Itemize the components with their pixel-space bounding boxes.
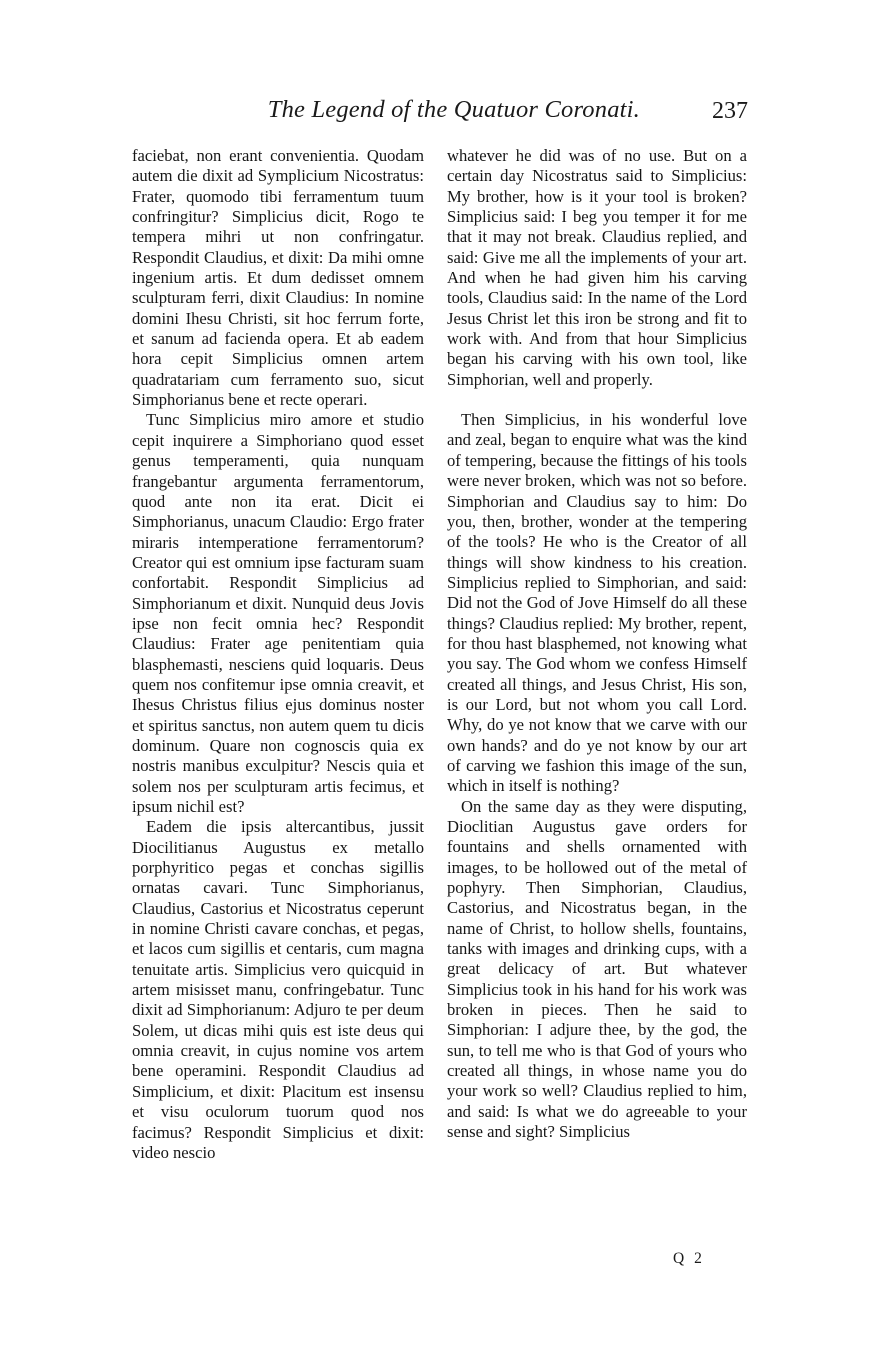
- english-paragraph-2: Then Simplicius, in his wonderful love and zeal, began to enquire what was the kind of tempering, because the fittings of his tools were never broken, which was not so before. Simphorian and Claudius say to him: Do you, then, brother, wonder at the tempering of the tools? He who is the Creator of all things will show kindness to his creation. Simplicius replied to Simphorian, and said: Did not the God of Jove Himself do all these things? Claudius replied: My brother, repent, for thou hast blasphemed, not knowing what you say. The God whom we confess Himself created all things, and Jesus Christ, His son, is our Lord, but not whom you call Lord. Why, do ye not know that we carve with our own hands? and do ye not know by our art of carving we fashion this image of the sun, which in itself is nothing?: [447, 410, 747, 796]
- page-header: [132, 94, 748, 130]
- latin-text-column: [132, 146, 424, 1163]
- running-title: The Legend of the Quatuor Coronati.: [267, 96, 640, 123]
- signature-mark: Q 2: [673, 1250, 705, 1267]
- english-paragraph-3: On the same day as they were disputing, Dioclitian Augustus gave orders for fountains and shells ornamented with images, to be hollowed out of the metal of pophyry. Then Simphorian, Claudius, Castorius, and Nicostratus began, in the name of Christ, to hollow shells, fountains, tanks with images and drinking cups, with a great delicacy of art. But whatever Simplicius took in his hand for his work was broken in pieces. Then he said to Simphorian: I adjure thee, by the god, the sun, to tell me who is that God of yours who created all things, in whose name you do your work so well? Claudius replied to him, and said: Is what we do agreeable to your sense and sight? Simplicius: [447, 796, 747, 1142]
- latin-paragraph-1: faciebat, non erant convenientia. Quodam autem die dixit ad Symplicium Nicostratus: Frater, quomodo tibi ferramentum tuum confringitur? Simplicius dicit, Rogo te tempera mihri ut non confringatur. Respondit Claudius, et dixit: Da mihi omne ingenium artis. Et dum dedisset omnem sculpturam ferri, dixit Claudius: In nomine domini Ihesu Christi, sit hoc ferrum forte, et sanum ad facienda opera. Et ab eadem hora cepit Simplicius omnen artem quadratariam cum ferramento suo, sicut Simphorianus bene et recte operari.: [132, 146, 424, 410]
- latin-paragraph-3: Eadem die ipsis altercantibus, jussit Diocilitianus Augustus ex metallo porphyritico pegas et conchas sigillis ornatas cavari. Tunc Simphorianus, Claudius, Castorius et Nicostratus ceperunt in nomine Christi cavare conchas, et pegas, et lacos cum sigillis et centaris, cum magna tenuitate artis. Simplicius vero quicquid in artem misisset manu, confringebatur. Tunc dixit ad Simphorianum: Adjuro te per deum Solem, ut dicas mihi quis est iste deus qui omnia creavit, in cujus nomine vos artem bene operamini. Respondit Claudius ad Simplicium, et dixit: Placitum est insensu et visu oculorum tuorum quod nos facimus? Respondit Simplicius et dixit: video nescio: [132, 817, 424, 1162]
- latin-paragraph-2: Tunc Simplicius miro amore et studio cepit inquirere a Simphoriano quod esset genus temperamenti, quia nunquam frangebantur argumenta ferramentorum, quod ante non ita erat. Dicit ei Simphorianus, unacum Claudio: Ergo frater miraris intemperatione ferramentorum? Creator qui est omnium ipse facturam suam confortabit. Respondit Simplicius ad Simphorianum et dixit. Nunquid deus Jovis ipse non fecit omnia hec? Respondit Claudius: Frater age penitentiam quia blasphemasti, nesciens quid loquaris. Deus quem nos confitemur ipse omnia creavit, et Ihesus Christus filius ejus dominus noster et spiritus sanctus, non autem quem tu dicis dominum. Quare non cognoscis quia ex nostris manibus exculpitur? Nescis quia et solem nos per sculpturam artis fecimus, et ipsum nichil est?: [132, 410, 424, 816]
- english-paragraph-1: whatever he did was of no use. But on a certain day Nicostratus said to Simplicius: My brother, how is it your tool is broken? Simplicius said: I beg you temper it for me that it may not break. Claudius replied, and said: Give me all the implements of your art. And when he had given him his carving tools, Claudius said: In the name of the Lord Jesus Christ let this iron be strong and fit to work with. And from that hour Simplicius began his carving with his own tool, like Simphorian, well and properly.: [447, 146, 747, 389]
- english-translation-column: [447, 146, 747, 1143]
- page-number: 237: [712, 98, 748, 124]
